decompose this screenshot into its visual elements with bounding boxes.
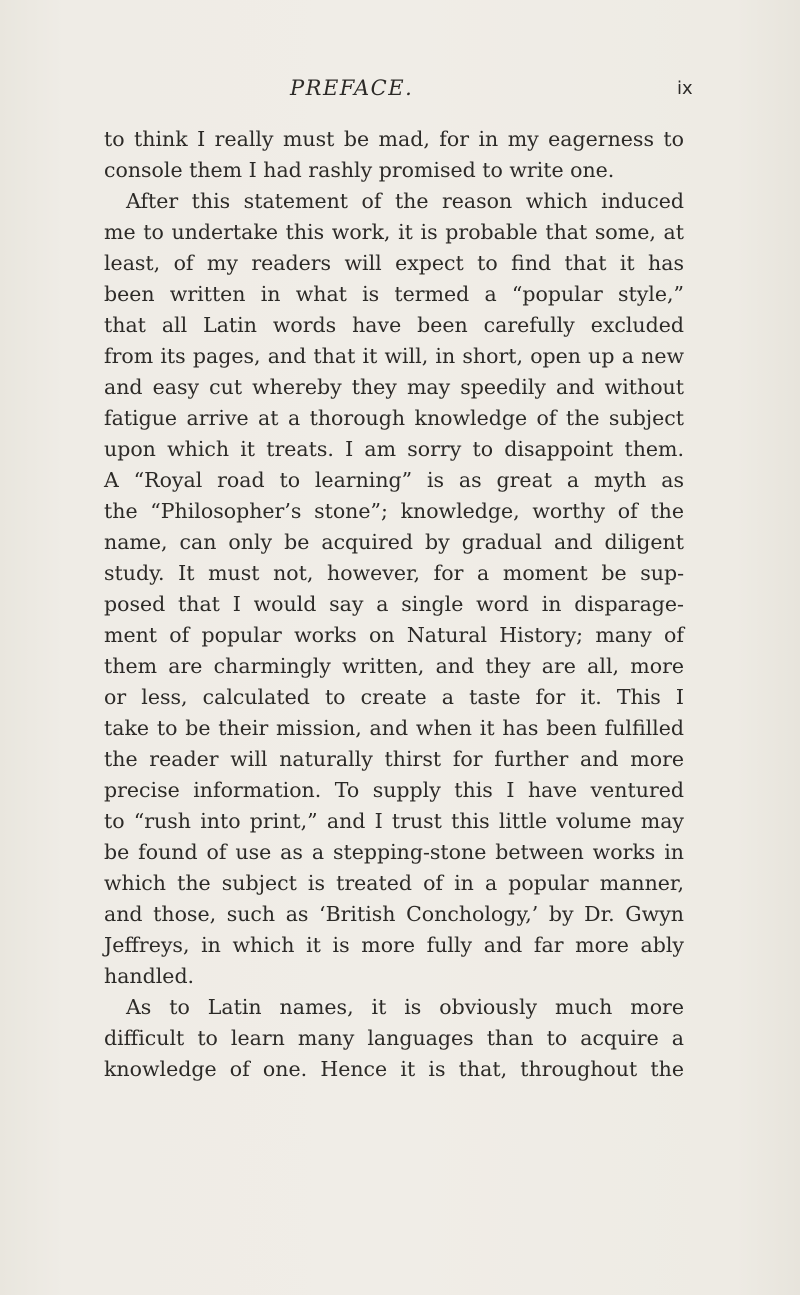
text-line: knowledge of one. Hence it is that, throughout the — [104, 1057, 684, 1081]
text-line: posed that I would say a single word in disparage- — [104, 592, 684, 616]
text-line: me to undertake this work, it is probable that some, at — [104, 220, 684, 244]
text-line: precise information. To supply this I have ventured — [104, 778, 684, 802]
page-title: PREFACE. — [290, 76, 414, 100]
text-line: from its pages, and that it will, in short, open up a new — [104, 344, 684, 368]
text-line: and those, such as ‘British Conchology,’ by Dr. Gwyn — [104, 902, 684, 926]
text-line: the “Philosopher’s stone”; knowledge, worthy of the — [104, 499, 684, 523]
page-number: ix — [677, 78, 693, 99]
text-line: name, can only be acquired by gradual and diligent — [104, 530, 684, 554]
text-line: difficult to learn many languages than to acquire a — [104, 1026, 684, 1050]
text-line: that all Latin words have been carefully excluded — [104, 313, 684, 337]
running-head — [0, 76, 800, 106]
text-line: take to be their mission, and when it has been fulfilled — [104, 716, 684, 740]
text-line: ment of popular works on Natural History; many of — [104, 623, 684, 647]
text-line: As to Latin names, it is obviously much more — [126, 995, 684, 1019]
text-line: handled. — [104, 964, 195, 988]
text-line: console them I had rashly promised to write one. — [104, 158, 615, 182]
text-line: Jeffreys, in which it is more fully and far more ably — [104, 933, 684, 957]
text-line: A “Royal road to learning” is as great a myth as — [104, 468, 684, 492]
text-line: been written in what is termed a “popular style,” — [104, 282, 684, 306]
text-line: After this statement of the reason which induced — [126, 189, 684, 213]
text-line: to think I really must be mad, for in my eagerness to — [104, 127, 684, 151]
text-line: fatigue arrive at a thorough knowledge of the subject — [104, 406, 684, 430]
text-line: which the subject is treated of in a popular manner, — [104, 871, 684, 895]
text-line: least, of my readers will expect to find that it has — [104, 251, 684, 275]
text-line: the reader will naturally thirst for further and more — [104, 747, 684, 771]
text-line: to “rush into print,” and I trust this little volume may — [104, 809, 684, 833]
text-line: upon which it treats. I am sorry to disappoint them. — [104, 437, 684, 461]
text-line: them are charmingly written, and they are all, more — [104, 654, 684, 678]
body-text — [104, 124, 684, 1085]
text-line: study. It must not, however, for a moment be sup- — [104, 561, 684, 585]
text-line: be found of use as a stepping-stone between works in — [104, 840, 684, 864]
text-line: and easy cut whereby they may speedily and without — [104, 375, 684, 399]
text-line: or less, calculated to create a taste for it. This I — [104, 685, 684, 709]
